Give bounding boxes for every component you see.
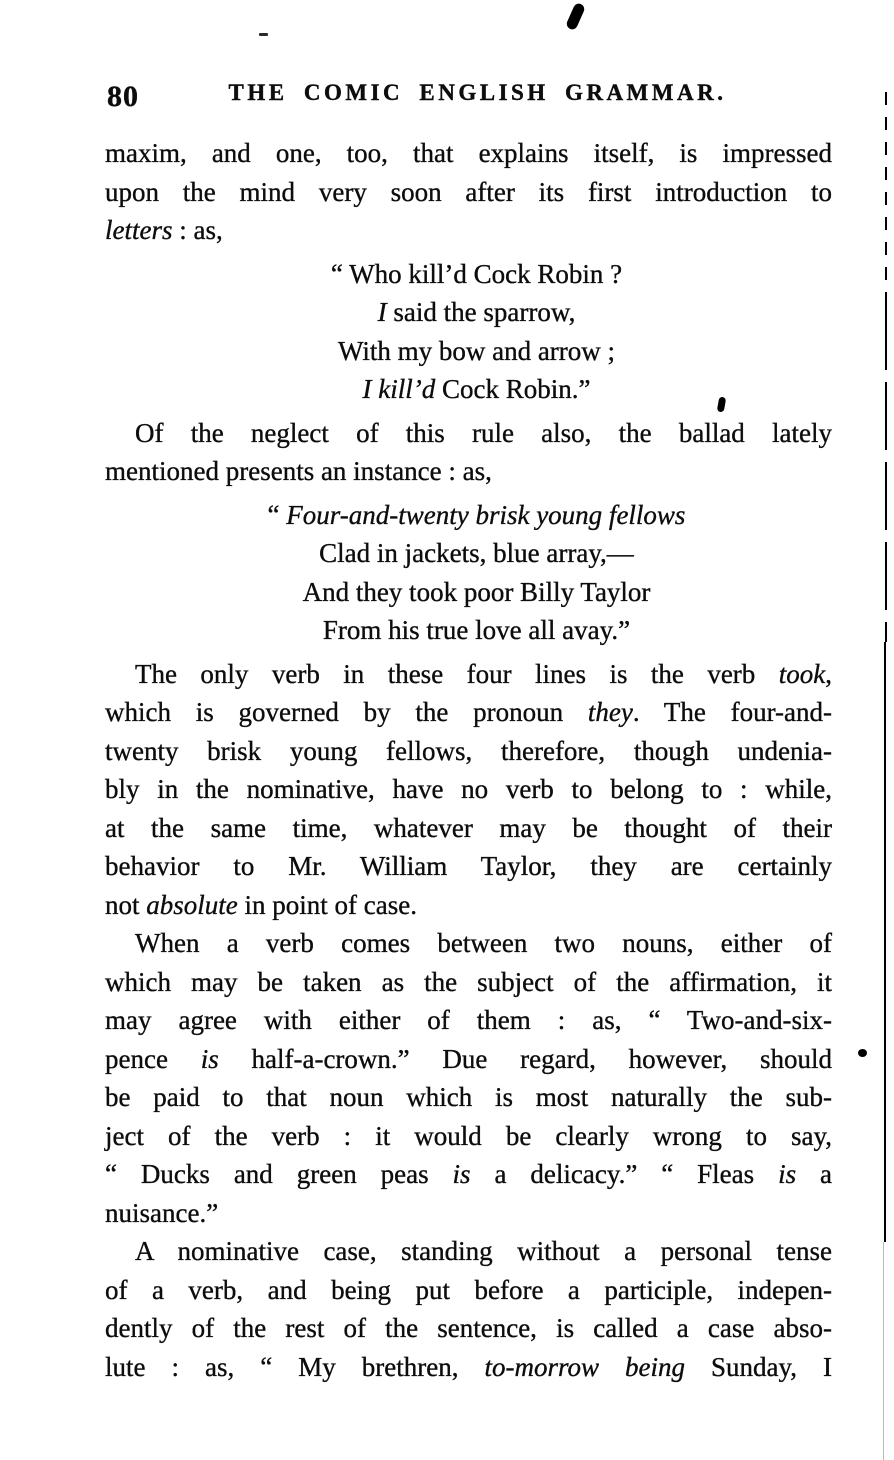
ink-blot-mark	[565, 2, 586, 31]
text-line	[105, 1117, 832, 1156]
page-edge-line-top	[885, 92, 887, 302]
text-segment: “ Who kill’d Cock Robin ?	[330, 258, 623, 289]
page-edge-line-tail	[883, 1242, 884, 1460]
text-segment: at the same time, whatever may be thought of their	[105, 812, 832, 843]
italic-text: took	[778, 658, 826, 689]
text-segment: The only verb in these four lines is the verb	[135, 658, 779, 689]
text-line	[105, 732, 832, 771]
text-line	[105, 1040, 832, 1079]
text-line	[121, 293, 832, 332]
text-line	[105, 452, 832, 491]
text-line	[105, 1155, 832, 1194]
text-line	[105, 134, 832, 173]
text-segment: Clad in jackets, blue array,—	[319, 538, 634, 568]
text-line	[105, 655, 832, 694]
text-line	[105, 1309, 832, 1348]
text-line	[105, 1232, 832, 1271]
text-segment: which is governed by the pronoun	[105, 697, 588, 727]
text-segment: half-a-crown.” Due regard, however, should	[218, 1043, 833, 1074]
page-edge-line-middle	[885, 302, 887, 642]
paragraph	[105, 924, 832, 1232]
text-line	[105, 693, 832, 732]
text-segment: not	[105, 889, 147, 920]
text-line	[121, 611, 832, 650]
text-segment: ject of the verb : it would be clearly wrong to say,	[105, 1120, 832, 1151]
text-segment: mentioned presents an instance : as,	[105, 456, 492, 486]
stray-period-mark	[858, 1049, 867, 1057]
italic-text: Four-and-twenty brisk young fellows	[286, 499, 686, 530]
italic-text: absolute	[146, 889, 238, 920]
text-segment: Cock Robin.”	[435, 374, 591, 404]
text-segment: nuisance.”	[105, 1197, 219, 1228]
text-line	[121, 534, 832, 573]
text-line	[105, 809, 832, 848]
italic-text: is	[452, 1159, 471, 1189]
text-segment: twenty brisk young fellows, therefore, though undenia-	[105, 735, 832, 766]
text-line	[105, 211, 832, 250]
text-segment: behavior to Mr. William Taylor, they are certainly	[105, 851, 832, 881]
italic-text: I	[377, 297, 387, 327]
text-line	[121, 255, 832, 294]
text-line	[105, 1001, 832, 1040]
text-segment: Sunday, I	[684, 1351, 832, 1382]
text-segment: ,	[825, 658, 832, 689]
text-segment: said the sparrow,	[386, 297, 576, 327]
text-line	[105, 770, 832, 809]
italic-text: I kill’d	[362, 374, 436, 404]
text-segment: When a verb comes between two nouns, either of	[135, 928, 832, 958]
text-line	[105, 414, 832, 453]
text-segment: “	[267, 499, 287, 530]
italic-text: they	[587, 697, 633, 727]
paragraph	[105, 655, 832, 925]
text-segment: of a verb, and being put before a participle, indepen-	[105, 1274, 832, 1305]
italic-text: is	[778, 1159, 797, 1189]
text-line	[121, 332, 832, 371]
text-line	[105, 1271, 832, 1310]
running-title: THE COMIC ENGLISH GRAMMAR.	[228, 80, 727, 105]
italic-text: to-morrow being	[484, 1351, 685, 1382]
text-line	[121, 573, 832, 612]
text-segment: may agree with either of them : as, “ Two-and-six-	[105, 1005, 832, 1035]
italic-text: is	[200, 1043, 219, 1074]
text-segment: maxim, and one, too, that explains itself, is impressed	[105, 138, 832, 168]
text-segment: : as,	[172, 215, 223, 245]
text-segment: be paid to that noun which is most naturally the sub-	[105, 1082, 832, 1112]
text-line	[105, 1078, 832, 1117]
verse-block	[105, 255, 832, 409]
text-segment: dently of the rest of the sentence, is called a case abso-	[105, 1313, 832, 1343]
text-segment: With my bow and arrow ;	[337, 335, 616, 366]
text-line	[105, 173, 832, 212]
text-segment: “ Ducks and green peas	[105, 1159, 453, 1189]
text-segment: . The four-and-	[632, 697, 832, 727]
text-line	[105, 1348, 832, 1387]
page-edge-line-solid	[884, 642, 886, 1242]
verse-block	[105, 496, 832, 650]
text-line	[105, 886, 832, 925]
text-segment: From his true love all avay.”	[322, 615, 631, 645]
paragraph	[105, 134, 832, 250]
text-segment: a delicacy.” “ Fleas	[470, 1159, 779, 1189]
paragraph	[105, 414, 832, 491]
page-header	[105, 80, 832, 114]
text-segment: Of the neglect of this rule also, the ballad lately	[135, 417, 832, 448]
italic-text: letters	[105, 215, 173, 245]
text-segment: in point of case.	[237, 889, 417, 920]
text-segment: lute : as, “ My brethren,	[105, 1351, 485, 1382]
text-segment: A nominative case, standing without a personal tense	[135, 1236, 832, 1266]
text-segment: which may be taken as the subject of the affirmation, it	[105, 966, 832, 997]
text-line	[105, 1194, 832, 1233]
text-line	[121, 496, 832, 535]
text-segment: pence	[105, 1043, 201, 1074]
text-segment: bly in the nominative, have no verb to belong to : while,	[105, 774, 832, 804]
paragraph	[105, 1232, 832, 1386]
page-number: 80	[107, 80, 139, 113]
text-segment: And they took poor Billy Taylor	[302, 576, 651, 607]
text-segment: upon the mind very soon after its first introduction to	[105, 176, 832, 207]
text-line	[105, 963, 832, 1002]
margin-dash-mark	[259, 33, 268, 36]
text-line	[105, 847, 832, 886]
text-line	[105, 924, 832, 963]
text-segment: a	[796, 1159, 832, 1189]
page-content	[105, 134, 832, 1386]
